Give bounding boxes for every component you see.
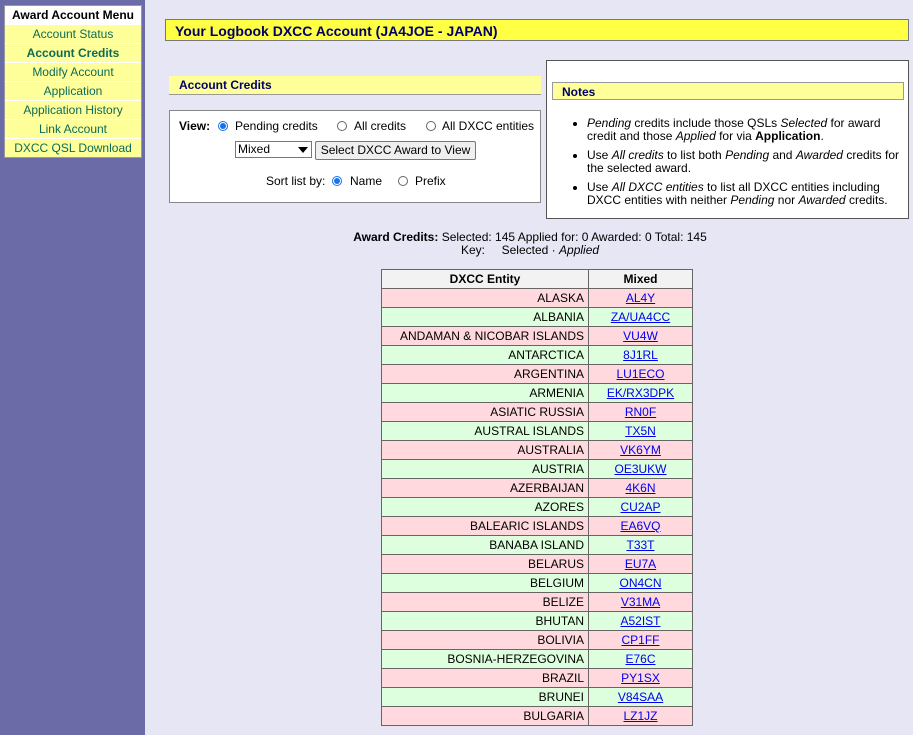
callsign-link[interactable]: LZ1JZ: [623, 709, 658, 723]
entity-cell: AZERBAIJAN: [382, 479, 589, 498]
credits-table: [381, 269, 693, 726]
table-row: [382, 612, 693, 631]
callsign-link[interactable]: PY1SX: [621, 671, 660, 685]
summary-line: [0, 231, 913, 244]
callsign-link[interactable]: VK6YM: [620, 443, 661, 457]
view-label: View:: [179, 119, 211, 133]
entity-cell: AUSTRALIA: [382, 441, 589, 460]
callsign-cell: [589, 327, 693, 346]
callsign-cell: [589, 517, 693, 536]
menu-items: [5, 25, 141, 157]
entity-cell: AZORES: [382, 498, 589, 517]
table-row: [382, 403, 693, 422]
page-header: [165, 19, 909, 41]
notes-list: [569, 117, 905, 213]
callsign-link[interactable]: V84SAA: [617, 690, 664, 704]
table-row: [382, 574, 693, 593]
table-row: [382, 460, 693, 479]
table-row: [382, 384, 693, 403]
entity-cell: BELGIUM: [382, 574, 589, 593]
radio-all-dxcc-entities-label[interactable]: All DXCC entities: [442, 119, 535, 133]
entity-cell: ALBANIA: [382, 308, 589, 327]
callsign-link[interactable]: 4K6N: [625, 481, 656, 495]
table-row: [382, 479, 693, 498]
table-row: [382, 308, 693, 327]
callsign-cell: [589, 593, 693, 612]
callsign-cell: [589, 422, 693, 441]
entity-cell: ALASKA: [382, 289, 589, 308]
entity-cell: ANDAMAN & NICOBAR ISLANDS: [382, 327, 589, 346]
table-row: [382, 707, 693, 726]
callsign-link[interactable]: 8J1RL: [623, 348, 658, 362]
callsign-link[interactable]: A52IST: [620, 614, 661, 628]
callsign-link[interactable]: EA6VQ: [620, 519, 661, 533]
table-row: [382, 498, 693, 517]
entity-cell: BULGARIA: [382, 707, 589, 726]
callsign-link[interactable]: ON4CN: [619, 576, 662, 590]
table-row: [382, 631, 693, 650]
entity-cell: BOLIVIA: [382, 631, 589, 650]
entity-cell: BALEARIC ISLANDS: [382, 517, 589, 536]
column-header-dxcc-entity: DXCC Entity: [382, 270, 589, 289]
callsign-cell: [589, 308, 693, 327]
award-select[interactable]: [235, 141, 312, 158]
account-credits-title-bar: [169, 76, 541, 95]
entity-cell: AUSTRIA: [382, 460, 589, 479]
entity-cell: ANTARCTICA: [382, 346, 589, 365]
note-pending: • Pending credits include those QSLs Selected for award credit and those Applied for via Application.: [587, 117, 905, 143]
callsign-link[interactable]: AL4Y: [625, 291, 656, 305]
callsign-cell: [589, 403, 693, 422]
callsign-cell: [589, 612, 693, 631]
table-row: [382, 517, 693, 536]
summary-text: Selected: 145 Applied for: 0 Awarded: 0 Total: 145: [441, 230, 707, 244]
award-select-value: Mixed: [238, 142, 271, 156]
callsign-link[interactable]: EU7A: [624, 557, 657, 571]
callsign-link[interactable]: VU4W: [623, 329, 658, 343]
callsign-link[interactable]: OE3UKW: [614, 462, 667, 476]
key-applied: Applied: [559, 243, 600, 257]
callsign-cell: [589, 536, 693, 555]
callsign-link[interactable]: E76C: [625, 652, 656, 666]
award-credits-summary: [0, 231, 913, 257]
entity-cell: BANABA ISLAND: [382, 536, 589, 555]
notes-title-bar: [552, 82, 904, 100]
callsign-link[interactable]: TX5N: [625, 424, 656, 438]
entity-cell: ARGENTINA: [382, 365, 589, 384]
table-row: [382, 688, 693, 707]
callsign-cell: [589, 498, 693, 517]
table-row: [382, 327, 693, 346]
callsign-cell: [589, 669, 693, 688]
radio-pending-credits[interactable]: [218, 121, 228, 131]
table-row: [382, 555, 693, 574]
table-row: [382, 441, 693, 460]
entity-cell: AUSTRAL ISLANDS: [382, 422, 589, 441]
menu-item-link-account[interactable]: Link Account: [5, 120, 141, 138]
table-row: [382, 346, 693, 365]
callsign-link[interactable]: ZA/UA4CC: [610, 310, 671, 324]
callsign-cell: [589, 460, 693, 479]
column-header-mixed: Mixed: [589, 270, 693, 289]
callsign-link[interactable]: RN0F: [624, 405, 657, 419]
table-row: [382, 365, 693, 384]
menu-item-account-credits[interactable]: Account Credits: [5, 44, 141, 62]
radio-all-dxcc-entities[interactable]: [426, 121, 436, 131]
note-all-entities: • Use All DXCC entities to list all DXCC entities including DXCC entities with neither Pending nor Awarded credits.: [587, 181, 905, 207]
table-header-row: [382, 270, 693, 289]
callsign-cell: [589, 555, 693, 574]
callsign-link[interactable]: LU1ECO: [616, 367, 665, 381]
callsign-cell: [589, 441, 693, 460]
callsign-link[interactable]: CU2AP: [620, 500, 661, 514]
callsign-cell: [589, 688, 693, 707]
callsign-cell: [589, 707, 693, 726]
table-row: [382, 422, 693, 441]
callsign-cell: [589, 384, 693, 403]
award-account-menu: [4, 5, 142, 158]
view-options-box: [169, 110, 541, 203]
credits-table-body: [382, 289, 693, 726]
select-award-button[interactable]: Select DXCC Award to View: [315, 141, 476, 160]
sort-label: Sort list by:: [266, 174, 326, 188]
radio-sort-prefix[interactable]: [398, 176, 408, 186]
entity-cell: ARMENIA: [382, 384, 589, 403]
radio-sort-name-label[interactable]: Name: [350, 174, 383, 188]
callsign-cell: [589, 479, 693, 498]
chevron-down-icon: [298, 147, 308, 153]
table-row: [382, 289, 693, 308]
callsign-cell: [589, 346, 693, 365]
table-row: [382, 593, 693, 612]
menu-item-dxcc-qsl-download[interactable]: DXCC QSL Download: [5, 139, 141, 157]
menu-item-application[interactable]: Application: [5, 82, 141, 100]
callsign-link[interactable]: V31MA: [620, 595, 661, 609]
page-title: Your Logbook DXCC Account (JA4JOE - JAPAN): [175, 23, 498, 39]
sidebar: [0, 0, 145, 735]
callsign-link[interactable]: CP1FF: [621, 633, 660, 647]
radio-sort-name[interactable]: [332, 176, 342, 186]
account-credits-title: Account Credits: [179, 78, 272, 92]
callsign-cell: [589, 365, 693, 384]
key-selected: Selected: [501, 243, 549, 257]
entity-cell: BOSNIA-HERZEGOVINA: [382, 650, 589, 669]
callsign-cell: [589, 289, 693, 308]
entity-cell: ASIATIC RUSSIA: [382, 403, 589, 422]
table-row: [382, 650, 693, 669]
callsign-link[interactable]: T33T: [626, 538, 655, 552]
entity-cell: BRUNEI: [382, 688, 589, 707]
entity-cell: BRAZIL: [382, 669, 589, 688]
table-row: [382, 536, 693, 555]
callsign-link[interactable]: EK/RX3DPK: [606, 386, 675, 400]
entity-cell: BELIZE: [382, 593, 589, 612]
summary-label: Award Credits:: [353, 230, 439, 244]
key-line: [0, 244, 913, 257]
notes-box: [546, 60, 909, 219]
menu-title: Award Account Menu: [5, 6, 141, 24]
menu-item-modify-account[interactable]: Modify Account: [5, 63, 141, 81]
callsign-cell: [589, 650, 693, 669]
callsign-cell: [589, 574, 693, 593]
entity-cell: BHUTAN: [382, 612, 589, 631]
callsign-cell: [589, 631, 693, 650]
menu-item-application-history[interactable]: Application History: [5, 101, 141, 119]
radio-pending-credits-label[interactable]: Pending credits: [235, 119, 318, 133]
radio-all-credits-label[interactable]: All credits: [354, 119, 407, 133]
entity-cell: BELARUS: [382, 555, 589, 574]
key-label: Key:: [460, 243, 485, 257]
menu-item-account-status[interactable]: Account Status: [5, 25, 141, 43]
key-separator: ·: [551, 243, 556, 257]
radio-all-credits[interactable]: [337, 121, 347, 131]
radio-sort-prefix-label[interactable]: Prefix: [415, 174, 446, 188]
table-row: [382, 669, 693, 688]
note-all-credits: • Use All credits to list both Pending and Awarded credits for the selected award.: [587, 149, 905, 175]
notes-title: Notes: [562, 85, 596, 99]
